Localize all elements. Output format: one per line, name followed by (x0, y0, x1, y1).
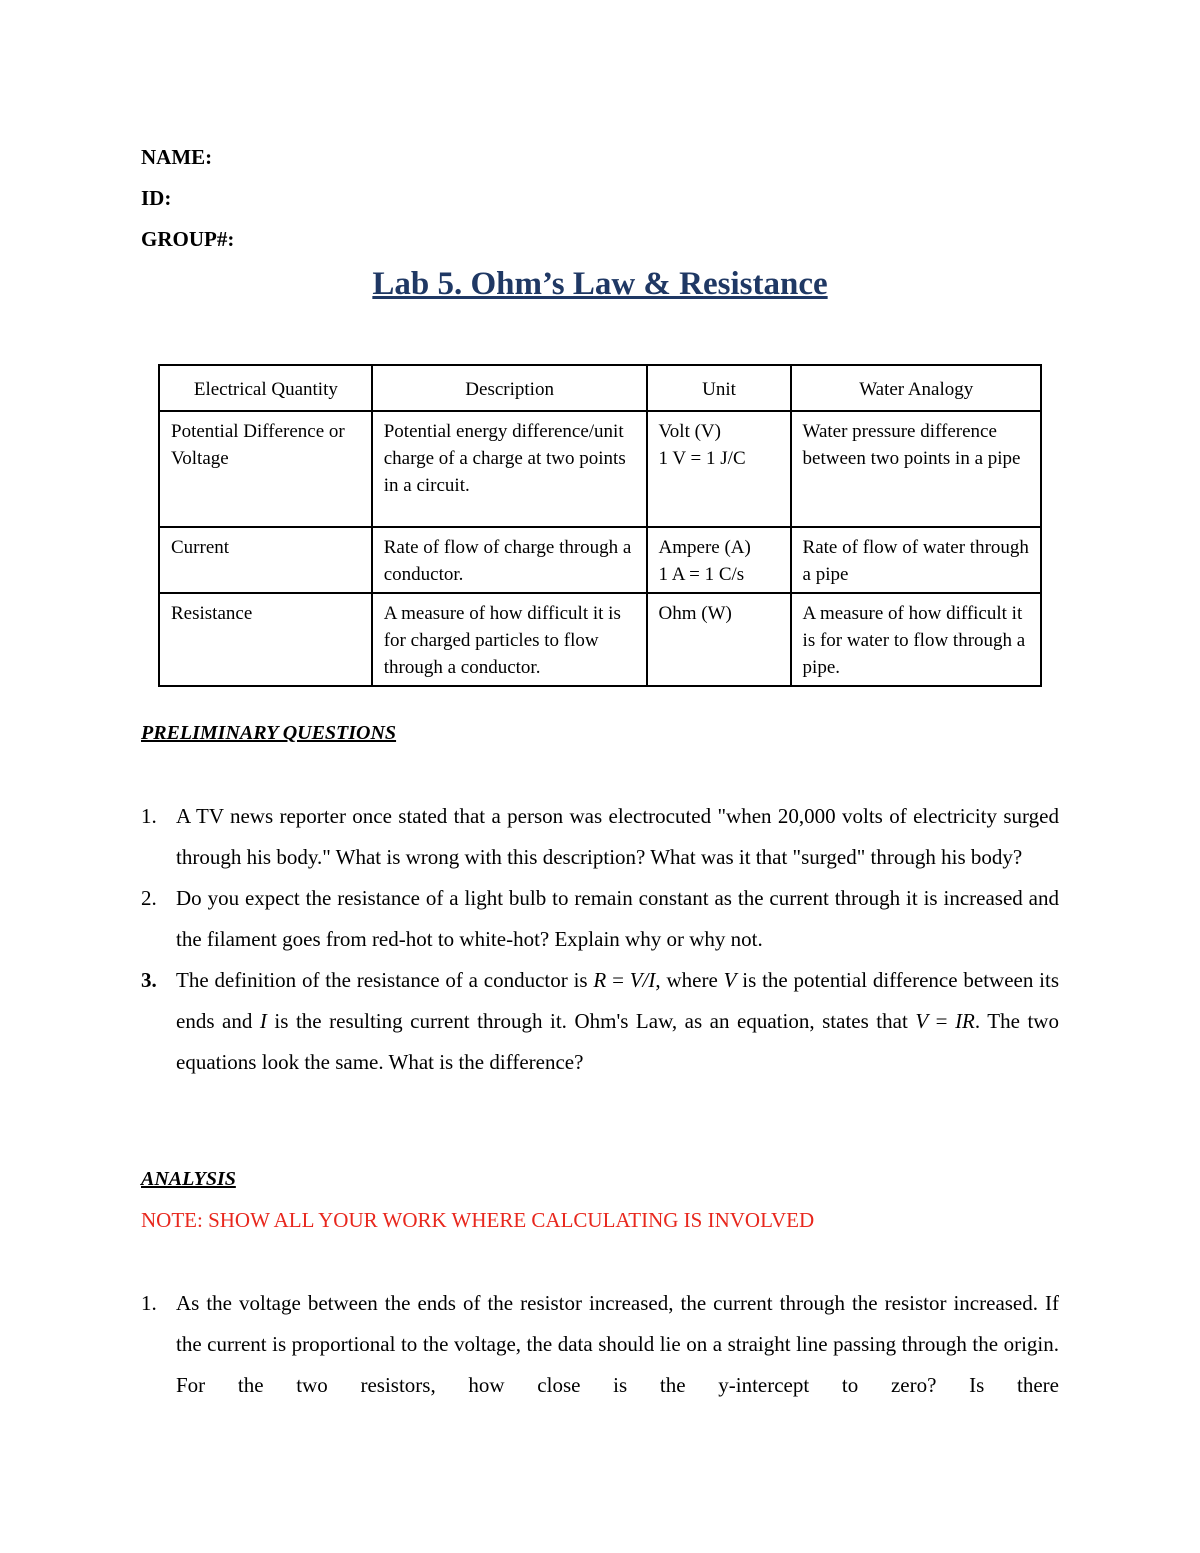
table-cell-quantity: Current (159, 527, 372, 593)
table-header: Description (372, 365, 647, 411)
table-row (159, 527, 1041, 593)
unit-name: Ohm (W) (658, 603, 732, 624)
table-header: Electrical Quantity (159, 365, 372, 411)
id-label: ID: (141, 186, 172, 210)
table-cell-analogy: A measure of how difficult it is for water to flow through a pipe. (791, 593, 1041, 686)
question-number: 1. (141, 804, 157, 828)
unit-definition: 1 V = 1 J/C (658, 448, 746, 469)
question-number: 1. (141, 1291, 157, 1315)
table-row (159, 411, 1041, 527)
table-cell-analogy: Water pressure difference between two points in a pipe (791, 411, 1041, 527)
table-header: Water Analogy (791, 365, 1041, 411)
list-item (141, 1283, 1059, 1406)
question-number: 3. (141, 968, 157, 992)
table-cell-unit (647, 527, 791, 593)
calculation-note: NOTE: SHOW ALL YOUR WORK WHERE CALCULATING IS INVOLVED (141, 1208, 815, 1232)
table-cell-description: A measure of how difficult it is for charged particles to flow through a conductor. (372, 593, 647, 686)
group-label: GROUP#: (141, 227, 235, 251)
list-item (141, 796, 1059, 878)
page-title: Lab 5. Ohm’s Law & Resistance (372, 266, 828, 302)
unit-name: Volt (V) (658, 421, 721, 442)
unit-name: Ampere (A) (658, 537, 751, 558)
table-cell-quantity: Potential Difference or Voltage (159, 411, 372, 527)
question-text: Do you expect the resistance of a light bulb to remain constant as the current through it is increased and the filament goes from red-hot to white-hot? Explain why or why not. (176, 886, 1059, 951)
table-header-row (159, 365, 1041, 411)
table-row (159, 593, 1041, 686)
electrical-quantities-table (158, 364, 1042, 687)
preliminary-questions-heading: PRELIMINARY QUESTIONS (141, 722, 397, 744)
unit-definition: 1 A = 1 C/s (658, 564, 745, 585)
table-cell-description: Rate of flow of charge through a conductor. (372, 527, 647, 593)
preliminary-question-list (141, 796, 1059, 1083)
list-item (141, 960, 1059, 1083)
analysis-heading: ANALYSIS (141, 1168, 236, 1190)
table-header: Unit (647, 365, 791, 411)
question-number: 2. (141, 886, 157, 910)
table-cell-quantity: Resistance (159, 593, 372, 686)
question-text: As the voltage between the ends of the resistor increased, the current through the resistor increased. If the current is proportional to the voltage, the data should lie on a straight line passing through the origin. For the two resistors, how close is the y-intercept to zero? Is there (176, 1291, 1059, 1397)
table-cell-unit (647, 593, 791, 686)
question-text: A TV news reporter once stated that a person was electrocuted "when 20,000 volts of electricity surged through his body." What is wrong with this description? What was it that "surged" through his body? (176, 804, 1059, 869)
table-cell-description: Potential energy difference/unit charge of a charge at two points in a circuit. (372, 411, 647, 527)
table-cell-analogy: Rate of flow of water through a pipe (791, 527, 1041, 593)
analysis-question-list (141, 1283, 1059, 1406)
list-item (141, 878, 1059, 960)
question-text: The definition of the resistance of a conductor is R = V/I, where V is the potential difference between its ends and I is the resulting current through it. Ohm's Law, as an equation, states that V = IR. The two equations look the same. What is the difference? (176, 968, 1060, 1074)
table-cell-unit (647, 411, 791, 527)
name-label: NAME: (141, 145, 213, 169)
